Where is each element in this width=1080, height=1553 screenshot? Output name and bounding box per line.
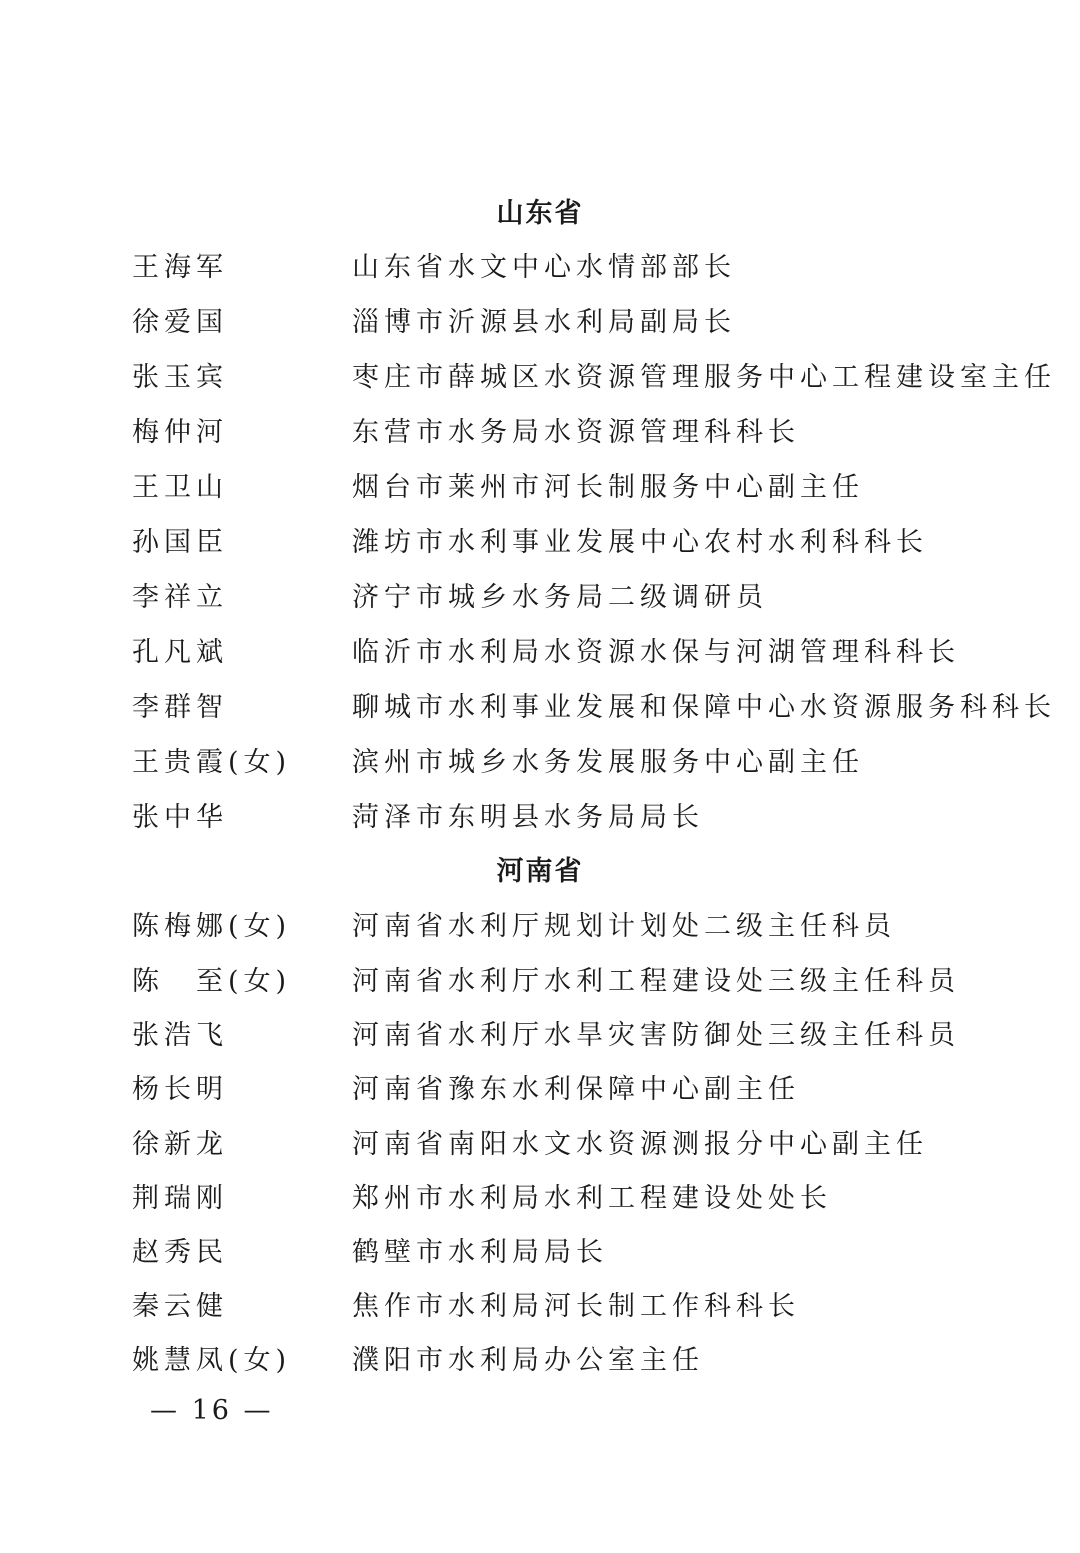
list-item xyxy=(0,1341,1080,1381)
section-title-shandong: 山东省 xyxy=(496,198,584,229)
person-name: 徐爱国 xyxy=(132,307,228,338)
list-item xyxy=(0,743,1080,783)
list-item xyxy=(0,1287,1080,1327)
person-position: 濮阳市水利局办公室主任 xyxy=(352,1345,704,1376)
person-name: 孔凡斌 xyxy=(132,637,228,668)
person-position: 河南省豫东水利保障中心副主任 xyxy=(352,1074,800,1105)
person-position: 河南省水利厅水旱灾害防御处三级主任科员 xyxy=(352,1020,960,1051)
person-name: 李祥立 xyxy=(132,582,228,613)
person-name: 张中华 xyxy=(132,802,228,833)
person-position: 河南省水利厅规划计划处二级主任科员 xyxy=(352,911,896,942)
person-name: 陈 至(女) xyxy=(132,966,292,997)
list-item xyxy=(0,688,1080,728)
person-name: 李群智 xyxy=(132,692,228,723)
person-name: 赵秀民 xyxy=(132,1237,228,1268)
person-position: 聊城市水利事业发展和保障中心水资源服务科科长 xyxy=(352,692,1056,723)
person-position: 滨州市城乡水务发展服务中心副主任 xyxy=(352,747,864,778)
list-item xyxy=(0,962,1080,1002)
person-name: 秦云健 xyxy=(132,1291,228,1322)
person-name: 徐新龙 xyxy=(132,1129,228,1160)
person-name: 杨长明 xyxy=(132,1074,228,1105)
list-item xyxy=(0,1016,1080,1056)
list-item xyxy=(0,907,1080,947)
person-position: 潍坊市水利事业发展中心农村水利科科长 xyxy=(352,527,928,558)
person-name: 陈梅娜(女) xyxy=(132,911,292,942)
person-position: 临沂市水利局水资源水保与河湖管理科科长 xyxy=(352,637,960,668)
person-name: 梅仲河 xyxy=(132,417,228,448)
person-name: 张玉宾 xyxy=(132,362,228,393)
list-item xyxy=(0,1070,1080,1110)
list-item xyxy=(0,633,1080,673)
person-name: 孙国臣 xyxy=(132,527,228,558)
list-item xyxy=(0,798,1080,838)
person-position: 东营市水务局水资源管理科科长 xyxy=(352,417,800,448)
person-name: 王海军 xyxy=(132,252,228,283)
person-position: 河南省南阳水文水资源测报分中心副主任 xyxy=(352,1129,928,1160)
person-position: 焦作市水利局河长制工作科科长 xyxy=(352,1291,800,1322)
list-item xyxy=(0,468,1080,508)
person-position: 菏泽市东明县水务局局长 xyxy=(352,802,704,833)
person-position: 山东省水文中心水情部部长 xyxy=(352,252,736,283)
person-name: 王卫山 xyxy=(132,472,228,503)
list-item xyxy=(0,303,1080,343)
section-title-henan: 河南省 xyxy=(496,856,584,887)
list-item xyxy=(0,1179,1080,1219)
list-item xyxy=(0,578,1080,618)
list-item xyxy=(0,248,1080,288)
person-position: 济宁市城乡水务局二级调研员 xyxy=(352,582,768,613)
person-position: 枣庄市薛城区水资源管理服务中心工程建设室主任 xyxy=(352,362,1056,393)
page-number: — 16 — xyxy=(150,1395,274,1426)
person-name: 张浩飞 xyxy=(132,1020,228,1051)
person-position: 郑州市水利局水利工程建设处处长 xyxy=(352,1183,832,1214)
person-name: 姚慧凤(女) xyxy=(132,1345,292,1376)
person-position: 鹤壁市水利局局长 xyxy=(352,1237,608,1268)
person-position: 淄博市沂源县水利局副局长 xyxy=(352,307,736,338)
list-item xyxy=(0,358,1080,398)
list-item xyxy=(0,1233,1080,1273)
list-item xyxy=(0,1125,1080,1165)
person-name: 王贵霞(女) xyxy=(132,747,292,778)
person-position: 烟台市莱州市河长制服务中心副主任 xyxy=(352,472,864,503)
list-item xyxy=(0,523,1080,563)
list-item xyxy=(0,413,1080,453)
person-position: 河南省水利厅水利工程建设处三级主任科员 xyxy=(352,966,960,997)
person-name: 荆瑞刚 xyxy=(132,1183,228,1214)
